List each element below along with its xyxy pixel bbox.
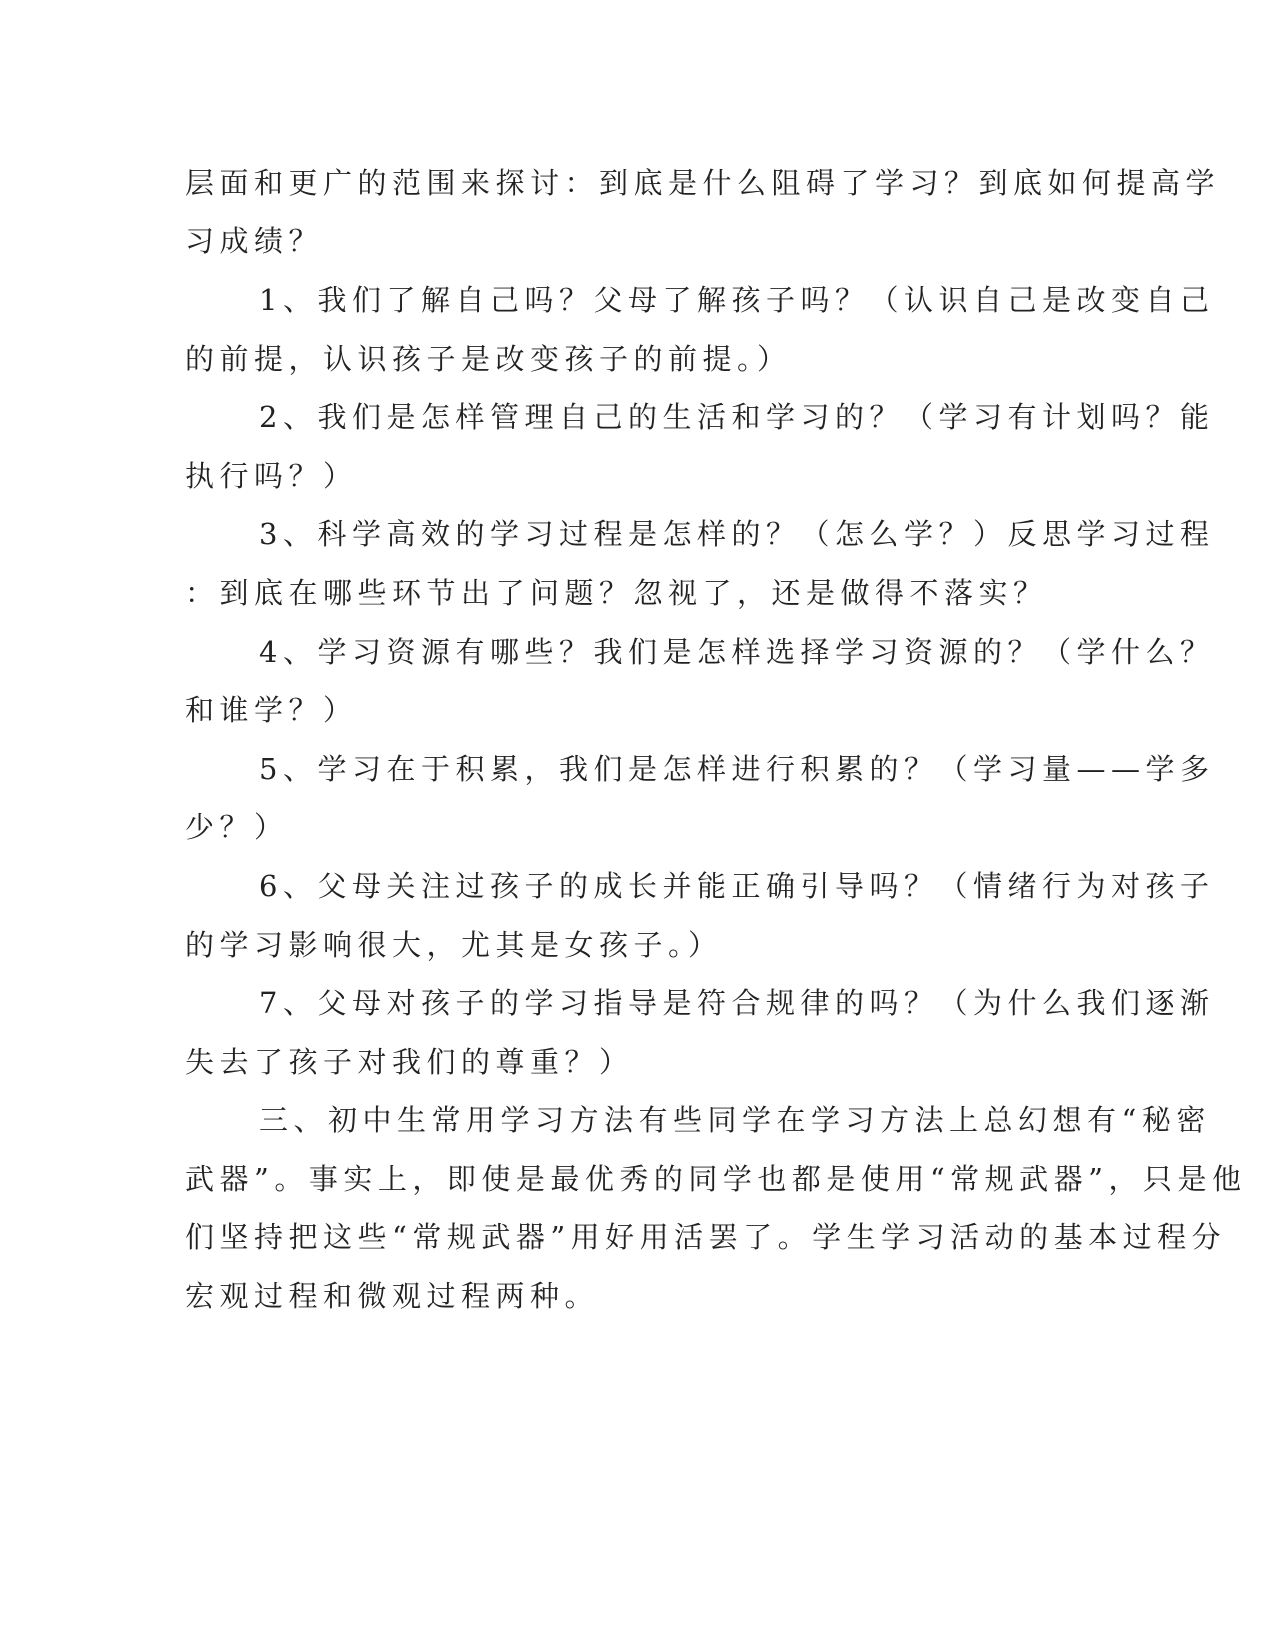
text-line: 武器”。事实上，即使是最优秀的同学也都是使用“常规武器”，只是他 xyxy=(185,1162,1247,1196)
text-line: 们坚持把这些“常规武器”用好用活罢了。学生学习活动的基本过程分 xyxy=(185,1220,1227,1254)
section-three-line: 三、初中生常用学习方法有些同学在学习方法上总幻想有“秘密 xyxy=(259,1103,1211,1137)
list-item-6-line: 6、父母关注过孩子的成长并能正确引导吗？（情绪行为对孩子 xyxy=(259,869,1215,903)
text-line: 失去了孩子对我们的尊重？） xyxy=(185,1045,634,1079)
list-item-2-line: 2、我们是怎样管理自己的生活和学习的？（学习有计划吗？能 xyxy=(259,400,1215,434)
list-item-3-line: 3、科学高效的学习过程是怎样的？（怎么学？）反思学习过程 xyxy=(259,517,1215,551)
text-line: 和谁学？） xyxy=(185,693,358,727)
list-item-5-line: 5、学习在于积累，我们是怎样进行积累的？（学习量——学多 xyxy=(259,752,1215,786)
text-line: 层面和更广的范围来探讨：到底是什么阻碍了学习？到底如何提高学 xyxy=(185,166,1221,200)
text-line: 宏观过程和微观过程两种。 xyxy=(185,1279,600,1313)
text-line: 的前提，认识孩子是改变孩子的前提。） xyxy=(185,342,792,376)
text-line: 习成绩？ xyxy=(185,224,324,258)
text-line: 的学习影响很大，尤其是女孩子。） xyxy=(185,928,723,962)
list-item-7-line: 7、父母对孩子的学习指导是符合规律的吗？（为什么我们逐渐 xyxy=(259,986,1215,1020)
text-line: ：到底在哪些环节出了问题？忽视了，还是做得不落实？ xyxy=(185,576,1048,610)
list-item-1-line: 1、我们了解自己吗？父母了解孩子吗？（认识自己是改变自己 xyxy=(259,283,1215,317)
text-line: 少？） xyxy=(185,810,289,844)
list-item-4-line: 4、学习资源有哪些？我们是怎样选择学习资源的？（学什么？ xyxy=(259,635,1215,669)
text-line: 执行吗？） xyxy=(185,459,358,493)
